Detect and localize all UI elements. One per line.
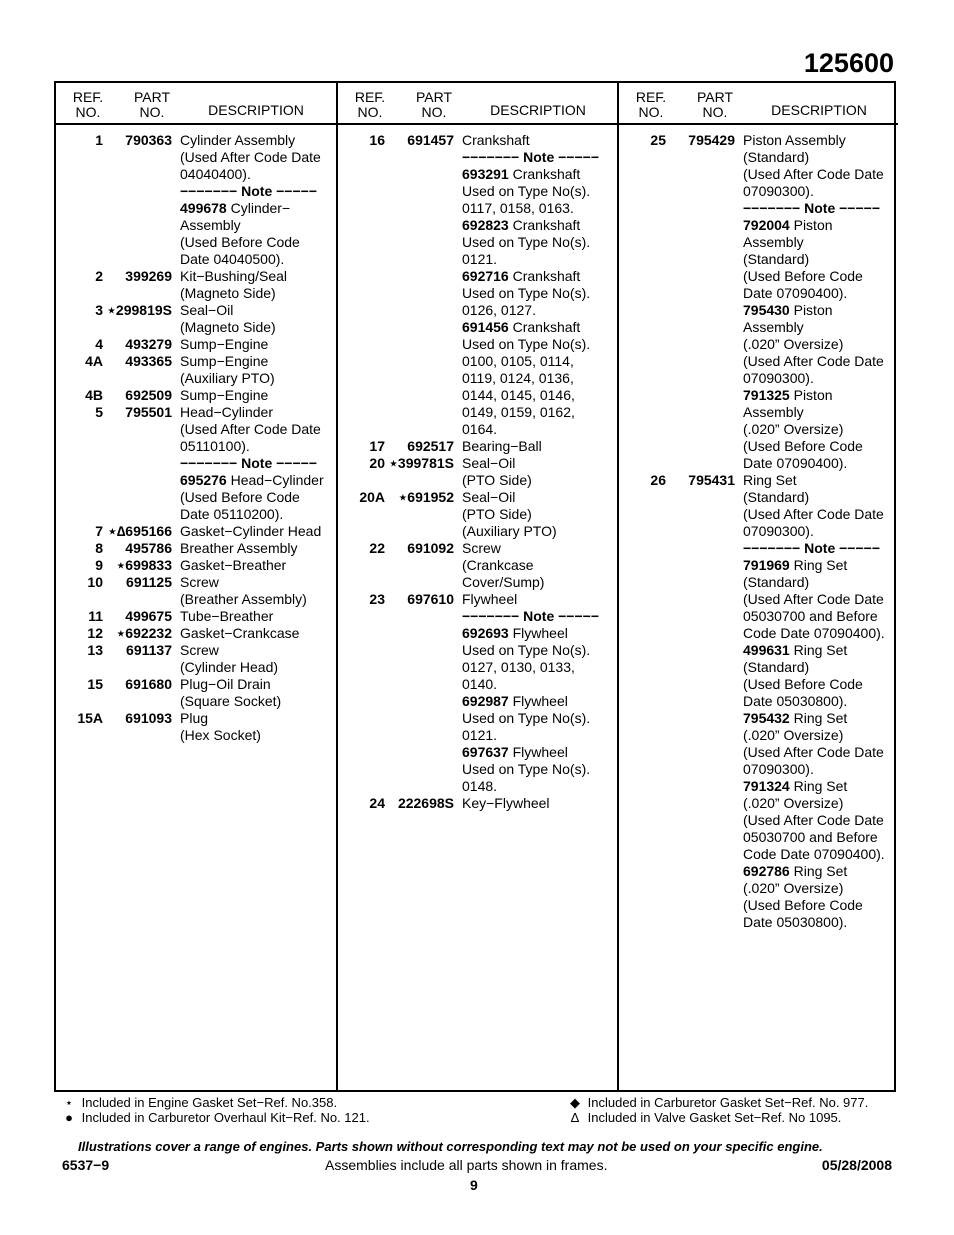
ref-number: 4A (85, 353, 103, 369)
part-description: −−−−−−− Note −−−−− (180, 455, 317, 471)
ref-number: 4B (85, 387, 103, 403)
parts-row (338, 625, 619, 693)
part-number: 499675 (125, 608, 172, 624)
ref-number: 10 (87, 574, 103, 590)
star-icon: ⋆ (64, 1095, 74, 1110)
parts-row (56, 540, 336, 557)
alt-part-number: 692716 (462, 268, 509, 284)
part-description: Piston Assembly (Standard) (Used After Code Date 07090300). (743, 132, 884, 199)
ref-number: 26 (650, 472, 666, 488)
description-header: DESCRIPTION (771, 102, 867, 118)
alt-part-description: Ring Set (.020” Oversize) (Used Before Code Date 05030800). (743, 863, 863, 930)
alt-part-number: 692786 (743, 863, 790, 879)
part-description (743, 642, 898, 710)
ref-number: 4 (95, 336, 103, 352)
parts-row (619, 863, 898, 931)
part-description: Plug (Hex Socket) (180, 710, 261, 743)
alt-part-description: Crankshaft Used on Type No(s). 0126, 0127. (462, 268, 591, 318)
parts-row (619, 387, 898, 472)
ref-number: 15A (77, 710, 103, 726)
assemblies-note: Assemblies include all parts shown in frames. (325, 1157, 608, 1173)
part-description (743, 557, 898, 642)
parts-row (619, 472, 898, 540)
parts-row (338, 268, 619, 319)
parts-row (338, 455, 619, 489)
part-description: Gasket−Crankcase (180, 625, 300, 641)
column-header (619, 83, 898, 125)
alt-part-description: Piston Assembly (.020” Oversize) (Used Before Code Date 07090400). (743, 387, 863, 471)
description-header: DESCRIPTION (490, 102, 586, 118)
part-number: 493365 (125, 353, 172, 369)
parts-row (56, 676, 336, 710)
parts-row (338, 166, 619, 217)
parts-row (338, 319, 619, 438)
parts-row (619, 557, 898, 642)
ref-number: 23 (369, 591, 385, 607)
part-description (462, 744, 619, 795)
alt-part-description: Crankshaft Used on Type No(s). 0121. (462, 217, 591, 267)
parts-row (56, 574, 336, 608)
footnote-text: Included in Engine Gasket Set−Ref. No.358. (81, 1095, 338, 1110)
part-number: 692517 (407, 438, 454, 454)
part-description: Tube−Breather (180, 608, 274, 624)
part-description: Gasket−Breather (180, 557, 287, 573)
alt-part-number: 795430 (743, 302, 790, 318)
parts-row (619, 710, 898, 778)
alt-part-description: Flywheel Used on Type No(s). 0121. (462, 693, 591, 743)
illustrations-note: Illustrations cover a range of engines. Parts shown without corresponding text may not be used on your specific engine. (78, 1139, 823, 1154)
dot-icon: ● (65, 1110, 73, 1125)
parts-row (338, 217, 619, 268)
part-number: 790363 (125, 132, 172, 148)
parts-row (56, 387, 336, 404)
alt-part-description: Ring Set (.020” Oversize) (Used After Code Date 07090300). (743, 710, 884, 777)
parts-row (338, 591, 619, 608)
part-no-header: PART NO. (133, 89, 171, 120)
ref-number: 1 (95, 132, 103, 148)
part-description (180, 472, 336, 523)
part-description: Seal−Oil (PTO Side) (Auxiliary PTO) (462, 489, 557, 539)
alt-part-number: 791324 (743, 778, 790, 794)
part-number: 795501 (125, 404, 172, 420)
part-description (462, 268, 619, 319)
parts-row (338, 608, 619, 625)
part-description: Seal−Oil (PTO Side) (462, 455, 532, 488)
parts-row (56, 183, 336, 200)
alt-part-description: Piston Assembly (.020” Oversize) (Used After Code Date 07090300). (743, 302, 884, 386)
part-description (743, 863, 898, 931)
parts-column-2 (336, 83, 619, 1090)
parts-row (338, 132, 619, 149)
ref-number: 8 (95, 540, 103, 556)
ref-no-header: REF. NO. (635, 89, 667, 120)
footnote-valve-gasket (566, 1110, 841, 1125)
parts-row (56, 268, 336, 302)
alt-part-description: Ring Set (Standard) (Used After Code Date 05030700 and Before Code Date 07090400). (743, 557, 885, 641)
ref-number: 17 (369, 438, 385, 454)
parts-row (56, 557, 336, 574)
parts-rows (619, 132, 898, 931)
parts-row (619, 778, 898, 863)
alt-part-description: Crankshaft Used on Type No(s). 0100, 0105, 0114, 0119, 0124, 0136, 0144, 0145, 0146, 0149, 0159, 0162, 0164. (462, 319, 591, 437)
part-number: 691093 (125, 710, 172, 726)
alt-part-description: Piston Assembly (Standard) (Used Before Code Date 07090400). (743, 217, 863, 301)
alt-part-description: Ring Set (.020” Oversize) (Used After Code Date 05030700 and Before Code Date 07090400). (743, 778, 885, 862)
part-number: 399269 (125, 268, 172, 284)
ref-number: 9 (95, 557, 103, 573)
part-description: Crankshaft (462, 132, 530, 148)
parts-table (54, 81, 896, 1092)
parts-rows (56, 132, 336, 744)
footnote-carb-overhaul (60, 1110, 370, 1125)
parts-row (56, 302, 336, 336)
part-number: ⋆∆695166 (107, 523, 172, 539)
part-description (462, 693, 619, 744)
parts-row (56, 455, 336, 472)
parts-rows (338, 132, 619, 812)
part-number: 795431 (688, 472, 735, 488)
part-number: 691680 (125, 676, 172, 692)
part-number: 493279 (125, 336, 172, 352)
alt-part-number: 499678 (180, 200, 227, 216)
footnote-carb-gasket (566, 1095, 868, 1110)
part-description: Head−Cylinder (Used After Code Date 05110100). (180, 404, 321, 454)
ref-number: 5 (95, 404, 103, 420)
ref-number: 12 (87, 625, 103, 641)
part-description (462, 625, 619, 693)
parts-row (619, 302, 898, 387)
parts-row (56, 353, 336, 387)
alt-part-number: 692823 (462, 217, 509, 233)
part-description: −−−−−−− Note −−−−− (743, 200, 880, 216)
ref-number: 7 (95, 523, 103, 539)
part-description: Ring Set (Standard) (Used After Code Date 07090300). (743, 472, 884, 539)
alt-part-number: 791969 (743, 557, 790, 573)
alt-part-description: Flywheel Used on Type No(s). 0127, 0130, 0133, 0140. (462, 625, 591, 692)
parts-row (56, 404, 336, 455)
part-number: 691457 (407, 132, 454, 148)
part-description (743, 217, 898, 302)
part-description: −−−−−−− Note −−−−− (462, 608, 599, 624)
document-code: 6537−9 (62, 1157, 110, 1173)
ref-number: 22 (369, 540, 385, 556)
alt-part-number: 691456 (462, 319, 509, 335)
alt-part-description: Head−Cylinder (Used Before Code Date 05110200). (180, 472, 324, 522)
part-number: 691125 (126, 574, 172, 590)
part-description: Sump−Engine (180, 336, 269, 352)
part-description (462, 166, 619, 217)
diamond-icon: ◆ (570, 1095, 580, 1110)
parts-column-1 (56, 83, 336, 1090)
alt-part-number: 499631 (743, 642, 790, 658)
document-date: 05/28/2008 (821, 1157, 892, 1173)
part-description: −−−−−−− Note −−−−− (180, 183, 317, 199)
parts-row (56, 132, 336, 183)
parts-row (56, 642, 336, 676)
part-number: 495786 (125, 540, 172, 556)
alt-part-number: 791325 (743, 387, 790, 403)
part-number: 222698S (397, 795, 454, 811)
part-description: Cylinder Assembly (Used After Code Date 04040400). (180, 132, 321, 182)
ref-number: 20 (369, 455, 385, 471)
ref-number: 13 (87, 642, 103, 658)
part-description: Plug−Oil Drain (Square Socket) (180, 676, 282, 709)
part-number: ⋆299819S (107, 302, 172, 318)
part-description (743, 302, 898, 387)
part-number: 691137 (126, 642, 172, 658)
alt-part-number: 692987 (462, 693, 509, 709)
alt-part-number: 693291 (462, 166, 509, 182)
parts-row (619, 217, 898, 302)
parts-row (56, 710, 336, 744)
parts-row (338, 540, 619, 591)
ref-number: 11 (88, 608, 103, 624)
parts-row (619, 642, 898, 710)
part-description: Sump−Engine (180, 387, 269, 403)
alt-part-description: Ring Set (Standard) (Used Before Code Date 05030800). (743, 642, 863, 709)
part-description: −−−−−−− Note −−−−− (743, 540, 880, 556)
parts-column-3 (617, 83, 898, 1090)
document-number: 125600 (803, 48, 894, 78)
part-description: Screw (Breather Assembly) (180, 574, 307, 607)
part-number: 691092 (407, 540, 454, 556)
parts-row (338, 489, 619, 540)
column-header (338, 83, 619, 125)
parts-row (56, 608, 336, 625)
page-number: 9 (470, 1177, 478, 1193)
alt-part-number: 692693 (462, 625, 509, 641)
description-header: DESCRIPTION (208, 102, 304, 118)
column-header (56, 83, 336, 125)
part-number: 697610 (407, 591, 454, 607)
parts-row (56, 200, 336, 268)
part-number: 795429 (688, 132, 735, 148)
ref-number: 25 (650, 132, 666, 148)
part-description: Screw (Crankcase Cover/Sump) (462, 540, 545, 590)
part-description: Breather Assembly (180, 540, 298, 556)
part-no-header: PART NO. (696, 89, 734, 120)
part-description (743, 710, 898, 778)
footnote-text: Included in Carburetor Gasket Set−Ref. No. 977. (587, 1095, 869, 1110)
footnote-text: Included in Valve Gasket Set−Ref. No 1095. (587, 1110, 842, 1125)
part-description: Screw (Cylinder Head) (180, 642, 279, 675)
ref-number: 15 (87, 676, 103, 692)
part-number: ⋆399781S (389, 455, 454, 471)
parts-row (338, 149, 619, 166)
part-description: −−−−−−− Note −−−−− (462, 149, 599, 165)
ref-no-header: REF. NO. (354, 89, 386, 120)
alt-part-number: 792004 (743, 217, 790, 233)
part-no-header: PART NO. (415, 89, 453, 120)
footnote-text: Included in Carburetor Overhaul Kit−Ref. No. 121. (81, 1110, 370, 1125)
part-description (743, 778, 898, 863)
part-description (462, 319, 619, 438)
part-description: Gasket−Cylinder Head (180, 523, 322, 539)
alt-part-description: Flywheel Used on Type No(s). 0148. (462, 744, 591, 794)
alt-part-number: 795432 (743, 710, 790, 726)
delta-icon: ∆ (571, 1110, 579, 1125)
parts-row (338, 693, 619, 744)
part-description: Key−Flywheel (462, 795, 550, 811)
part-number: ⋆691952 (398, 489, 454, 505)
part-description: Sump−Engine (Auxiliary PTO) (180, 353, 275, 386)
alt-part-description: Cylinder− Assembly (Used Before Code Date 04040500). (180, 200, 300, 267)
parts-row (619, 200, 898, 217)
part-description: Bearing−Ball (462, 438, 542, 454)
parts-row (338, 795, 619, 812)
part-description (743, 387, 898, 472)
part-description (462, 217, 619, 268)
parts-row (338, 744, 619, 795)
ref-number: 2 (95, 268, 103, 284)
parts-row (619, 132, 898, 200)
alt-part-description: Crankshaft Used on Type No(s). 0117, 0158, 0163. (462, 166, 591, 216)
part-number: ⋆699833 (116, 557, 172, 573)
part-description: Flywheel (462, 591, 518, 607)
parts-row (619, 540, 898, 557)
ref-number: 24 (369, 795, 385, 811)
part-number: ⋆692232 (116, 625, 172, 641)
part-description (180, 200, 336, 268)
ref-number: 3 (95, 302, 103, 318)
alt-part-number: 697637 (462, 744, 509, 760)
part-description: Seal−Oil (Magneto Side) (180, 302, 276, 335)
footnote-engine-gasket (60, 1095, 337, 1110)
ref-number: 16 (369, 132, 385, 148)
parts-row (338, 438, 619, 455)
parts-row (56, 336, 336, 353)
alt-part-number: 695276 (180, 472, 227, 488)
part-number: 692509 (125, 387, 172, 403)
ref-number: 20A (359, 489, 385, 505)
parts-row (56, 523, 336, 540)
part-description: Kit−Bushing/Seal (Magneto Side) (180, 268, 288, 301)
parts-row (56, 472, 336, 523)
parts-row (56, 625, 336, 642)
ref-no-header: REF. NO. (72, 89, 104, 120)
